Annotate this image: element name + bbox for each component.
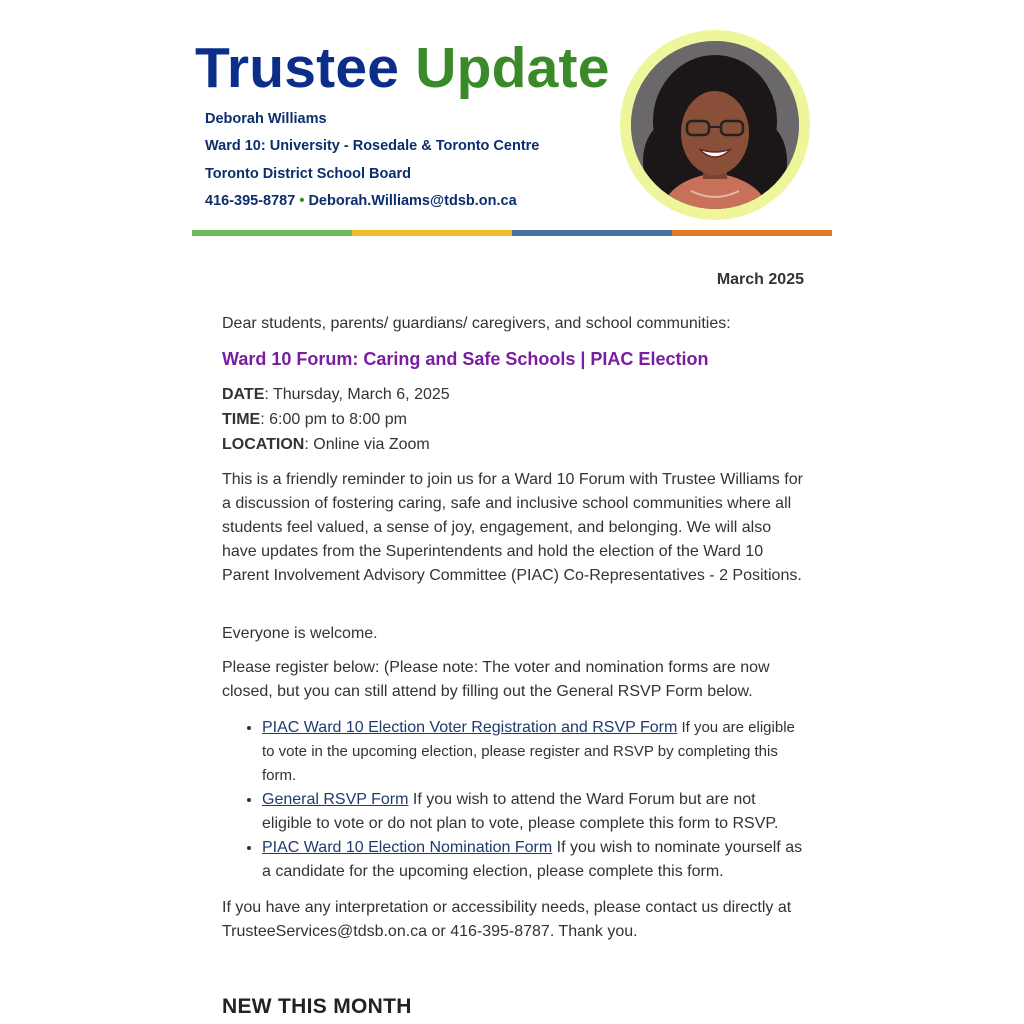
section-heading-new-this-month: NEW THIS MONTH (222, 995, 412, 1018)
trustee-name: Deborah Williams (205, 111, 327, 127)
color-divider-bar (192, 230, 832, 236)
divider-segment-yellow (352, 230, 512, 236)
trustee-photo-frame (620, 30, 810, 220)
title-trustee: Trustee (195, 36, 400, 100)
trustee-contact-block (205, 106, 539, 215)
contact-line (205, 188, 539, 215)
divider-segment-blue (512, 230, 672, 236)
newsletter-title (195, 36, 610, 100)
event-description: This is a friendly reminder to join us for a Ward 10 Forum with Trustee Williams for a discussion of fostering caring, safe and inclusive school communities where all students feel valued, a sense of joy, engagement, and belonging. We will also have updates from the Superintendents and hold the election of the Ward 10 Parent Involvement Advisory Committee (PIAC) Co-Representatives - 2 Positions. (222, 471, 803, 584)
trustee-phone[interactable]: 416-395-8787 (205, 192, 296, 209)
event-location-line (222, 433, 450, 457)
time-value: : 6:00 pm to 8:00 pm (260, 411, 407, 428)
trustee-email[interactable]: Deborah.Williams@tdsb.on.ca (308, 192, 517, 209)
voter-registration-link[interactable]: PIAC Ward 10 Election Voter Registration and RSVP Form (262, 719, 678, 736)
general-rsvp-link[interactable]: General RSVP Form (262, 791, 409, 808)
separator-dot: • (295, 192, 309, 209)
location-value: : Online via Zoom (304, 436, 430, 453)
location-label: LOCATION (222, 436, 305, 453)
divider-segment-orange (672, 230, 832, 236)
list-item (262, 788, 804, 836)
trustee-photo (631, 41, 799, 209)
event-time-line (222, 408, 450, 432)
event-title: Ward 10 Forum: Caring and Safe Schools | PIAC Election (222, 349, 709, 369)
event-date-line (222, 383, 450, 407)
greeting: Dear students, parents/ guardians/ caregivers, and school communities: (222, 315, 731, 332)
event-details (222, 383, 450, 457)
register-note: Please register below: (Please note: The voter and nomination forms are now closed, but you can still attend by filling out the General RSVP Form below. (222, 659, 770, 700)
time-label: TIME (222, 411, 261, 428)
list-item (262, 836, 804, 884)
nomination-form-link[interactable]: PIAC Ward 10 Election Nomination Form (262, 839, 553, 856)
divider-segment-green (192, 230, 352, 236)
date-value: : Thursday, March 6, 2025 (264, 386, 450, 403)
date-label: DATE (222, 386, 265, 403)
school-board: Toronto District School Board (205, 165, 411, 182)
list-item (262, 716, 804, 788)
trustee-ward: Ward 10: University - Rosedale & Toronto Centre (205, 138, 540, 155)
portrait-illustration (631, 41, 799, 209)
registration-links-list (222, 716, 804, 884)
link-description: If you are eligible to vote in the upcoming election, please register and RSVP by completing this form. (262, 719, 795, 784)
issue-date: March 2025 (716, 271, 804, 288)
accessibility-note: If you have any interpretation or accessibility needs, please contact us directly at TrusteeServices@tdsb.on.ca or 416-395-8787. Thank you. (222, 899, 792, 940)
welcome-text: Everyone is welcome. (222, 625, 378, 642)
title-update: Update (415, 36, 610, 100)
link-description: If you wish to nominate yourself as a candidate for the upcoming election, please complete this form. (262, 839, 803, 880)
link-description: If you wish to attend the Ward Forum but are not eligible to vote or do not plan to vote, please complete this form to RSVP. (262, 791, 779, 832)
